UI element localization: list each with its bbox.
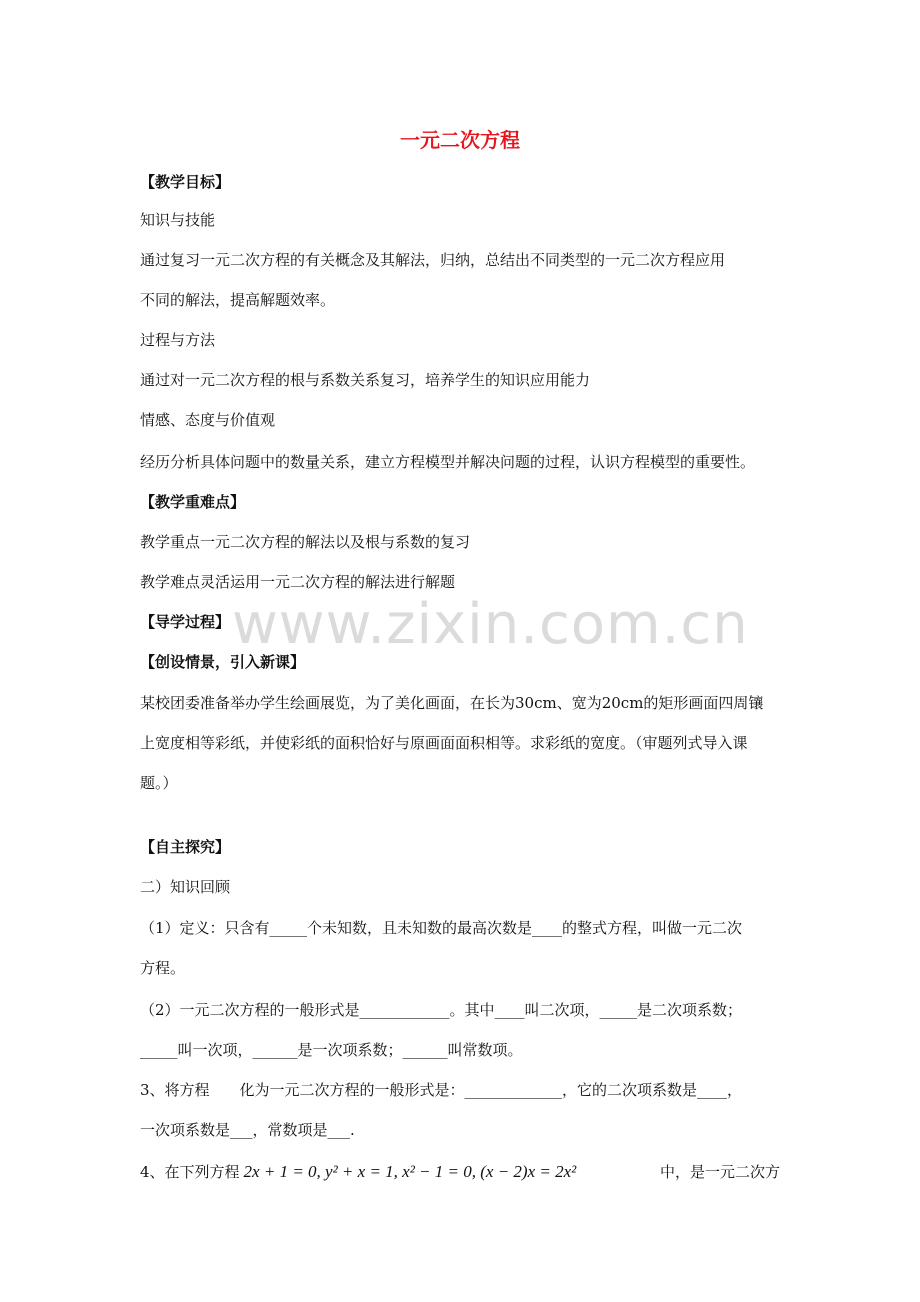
paragraph-line: 不同的解法，提高解题效率。: [140, 291, 336, 309]
subheading-emotion-values: 情感、态度与价值观: [140, 411, 276, 429]
question-line: （2）一元二次方程的一般形式是____________。其中____叫二次项，_____是二次项系数；: [140, 1001, 743, 1019]
question-4-equations: 2x + 1 = 0, y² + x = 1, x² − 1 = 0, (x − 2)x = 2x²: [243, 1162, 577, 1181]
section-heading-self-exploration: 【自主探究】: [140, 838, 231, 856]
paragraph-line: 教学重点一元二次方程的解法以及根与系数的复习: [140, 533, 471, 551]
section-heading-guided-process: 【导学过程】: [140, 613, 231, 631]
paragraph-line: 上宽度相等彩纸，并使彩纸的面积恰好与原画面面积相等。求彩纸的宽度。（审题列式导入课: [140, 734, 748, 752]
question-line: 3、将方程 化为一元二次方程的一般形式是：_____________，它的二次项系数是____，: [140, 1081, 743, 1099]
question-line: （1）定义：只含有_____个未知数，且未知数的最高次数是____的整式方程，叫做一元二次: [140, 919, 743, 937]
subheading-knowledge-review: 二）知识回顾: [140, 878, 231, 896]
paragraph-line: 某校团委准备举办学生绘画展览，为了美化画面，在长为30cm、宽为20cm的矩形画面四周镶: [140, 694, 764, 712]
question-4-prefix: 4、在下列方程: [140, 1163, 240, 1181]
question-line: _____叫一次项，______是一次项系数；______叫常数项。: [140, 1041, 523, 1059]
question-4-line: [140, 1162, 790, 1182]
question-4-suffix: 中，是一元二次方: [660, 1163, 781, 1181]
question-line: 一次项系数是___，常数项是___.: [140, 1121, 355, 1139]
paragraph-line: 通过对一元二次方程的根与系数关系复习，培养学生的知识应用能力: [140, 371, 591, 389]
subheading-process-method: 过程与方法: [140, 331, 216, 349]
paragraph-line: 教学难点灵活运用一元二次方程的解法进行解题: [140, 573, 456, 591]
paragraph-line: 题。）: [140, 774, 178, 792]
watermark: www.zixin.com.cn: [232, 592, 749, 657]
section-heading-scenario: 【创设情景，引入新课】: [140, 653, 306, 671]
subheading-knowledge-skills: 知识与技能: [140, 211, 216, 229]
question-line: 方程。: [140, 959, 186, 977]
paragraph-line: 通过复习一元二次方程的有关概念及其解法，归纳，总结出不同类型的一元二次方程应用: [140, 251, 726, 269]
section-heading-objectives: 【教学目标】: [140, 173, 231, 191]
section-heading-key-points: 【教学重难点】: [140, 493, 246, 511]
document-title: 一元二次方程: [400, 128, 520, 152]
paragraph-line: 经历分析具体问题中的数量关系，建立方程模型并解决问题的过程，认识方程模型的重要性。: [140, 453, 756, 471]
